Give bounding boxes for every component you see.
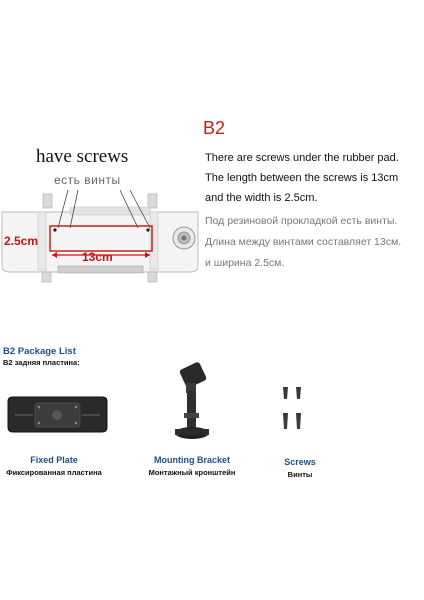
description-ru-line-2: Длина между винтами составляет 13см.	[205, 236, 402, 248]
screws-label-ru: Винты	[287, 470, 313, 479]
screws-image	[280, 385, 310, 435]
description-line-1: There are screws under the rubber pad.	[205, 152, 399, 164]
description-ru-line-1: Под резиновой прокладкой есть винты.	[205, 215, 398, 227]
dimension-width-label: 2.5cm	[4, 234, 39, 248]
model-title: B2	[203, 118, 226, 138]
screws-label: Screws	[284, 457, 316, 467]
package-list-subtitle: B2 задняя пластина:	[3, 358, 80, 367]
mounting-bracket-image	[168, 363, 218, 443]
fixed-plate-label: Fixed Plate	[30, 455, 78, 465]
package-list-title: B2 Package List	[3, 346, 76, 357]
screw-dot-left	[53, 228, 56, 231]
mounting-bracket-label-ru: Монтажный кронштейн	[148, 468, 236, 477]
have-screws-heading: have screws	[36, 146, 129, 167]
description-line-3: and the width is 2.5cm.	[205, 192, 318, 204]
mounting-bracket-label: Mounting Bracket	[153, 455, 230, 465]
screw-dot-right	[146, 228, 149, 231]
fixed-plate-image	[5, 395, 110, 435]
description-ru-line-3: и ширина 2.5см.	[205, 257, 285, 269]
dimension-length-label: 13cm	[82, 250, 113, 264]
have-screws-heading-ru: есть винты	[54, 173, 121, 187]
fixed-plate-label-ru: Фиксированная пластина	[6, 468, 102, 477]
description-line-2: The length between the screws is 13cm	[205, 172, 399, 184]
